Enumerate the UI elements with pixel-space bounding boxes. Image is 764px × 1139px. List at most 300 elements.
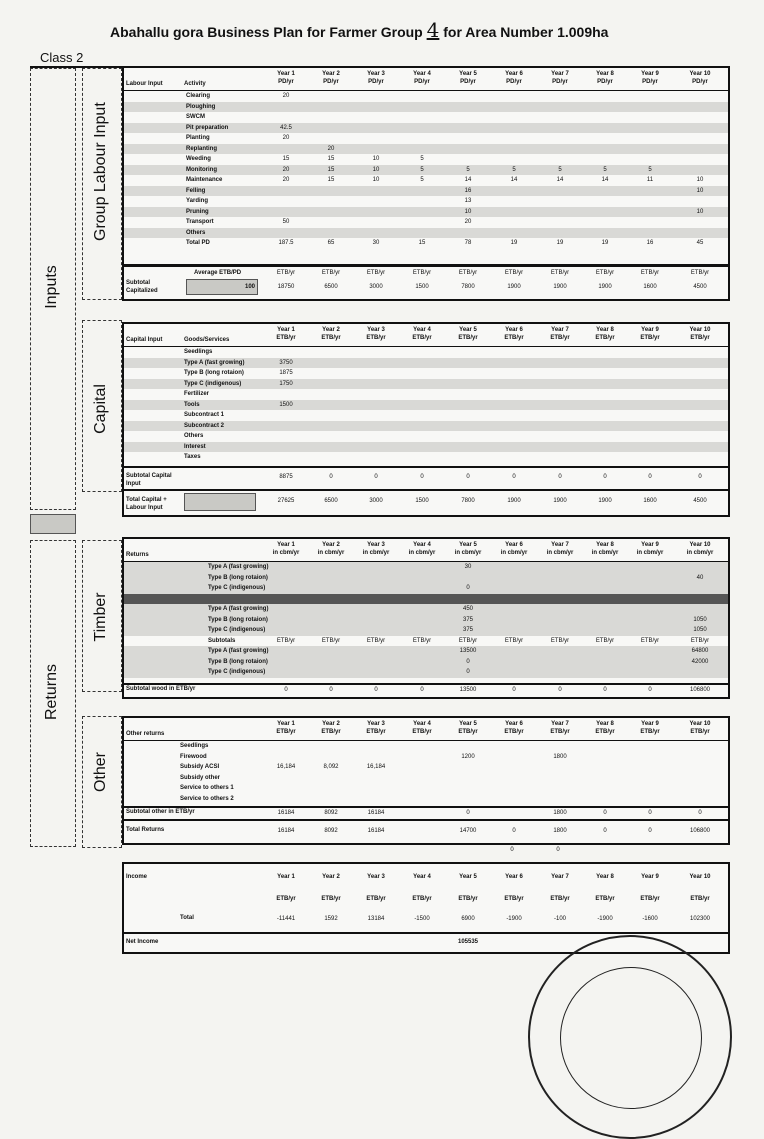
income-year-label: Year 6 — [505, 874, 523, 880]
total-returns-cell: 0 — [512, 828, 516, 834]
labour-year-header — [538, 70, 582, 86]
labour-year-label: Year 10 — [689, 71, 711, 77]
income-total-cell: -11441 — [276, 916, 296, 922]
timber-row — [124, 594, 728, 605]
labour-row-label: SWCM — [186, 114, 205, 120]
class-label: Class 2 — [40, 50, 84, 65]
income-year-label: Year 4 — [413, 874, 431, 880]
capital-year-label: Year 8 — [596, 327, 614, 333]
other-year-label: Year 5 — [459, 721, 477, 727]
other-unit-label: ETB/yr — [458, 729, 478, 735]
other-subtotal-cell: 8092 — [324, 810, 338, 816]
other-year-label: Year 3 — [367, 721, 385, 727]
timber-unit-label: in cbm/yr — [362, 550, 390, 556]
capital-cell: 1750 — [279, 380, 293, 387]
timber-year-header — [538, 541, 582, 557]
timber-row — [124, 562, 728, 573]
capital-unit-label: ETB/yr — [595, 335, 615, 341]
timber-year-header — [309, 541, 353, 557]
total-returns-extra-row — [122, 845, 726, 856]
other-unit-label: ETB/yr — [504, 729, 524, 735]
labour-subtotal-cell: 6500 — [324, 284, 338, 290]
income-year-label: Year 9 — [641, 874, 659, 880]
timber-row-label: Type C (indigenous) — [208, 669, 266, 675]
timber-unit-label: in cbm/yr — [454, 550, 482, 556]
labour-subtotal-box — [122, 265, 730, 301]
capital-year-label: Year 4 — [413, 327, 431, 333]
capital-row-label: Interest — [184, 443, 206, 450]
page-title — [110, 18, 670, 42]
income-unit-label: ETB/yr — [276, 896, 296, 902]
labour-row-label: Pit preparation — [186, 124, 229, 131]
other-header — [124, 718, 728, 741]
labour-cell: 11 — [646, 177, 654, 183]
other-year-header — [264, 720, 308, 736]
timber-subtotal-box — [122, 683, 730, 699]
timber-cell: ETB/yr — [640, 637, 660, 644]
labour-unit-label: PD/yr — [323, 79, 339, 85]
labour-row — [124, 196, 728, 207]
labour-subtotal-cell: 1900 — [553, 284, 567, 290]
labour-year-header — [264, 70, 308, 86]
timber-subtotal-cell: 0 — [284, 687, 288, 693]
labour-year-header — [400, 70, 444, 86]
income-total-cell: -1600 — [642, 916, 658, 922]
timber-row-label: Type A (fast growing) — [208, 648, 269, 654]
labour-row-label: Ploughing — [186, 103, 216, 110]
capital-year-label: Year 6 — [505, 327, 523, 333]
income-total-cell: 6900 — [461, 916, 475, 922]
other-row — [124, 794, 728, 805]
labour-cell: 20 — [282, 93, 290, 99]
timber-year-header — [628, 541, 672, 557]
official-stamp — [528, 935, 732, 1139]
timber-year-label: Year 8 — [596, 542, 614, 548]
labour-etb-unit: ETB/yr — [690, 270, 710, 276]
timber-subtotal-cell: 0 — [603, 687, 607, 693]
net-income-value: 105535 — [457, 939, 479, 945]
capital-year-header — [446, 326, 490, 342]
labour-subtotal-cell: 3000 — [369, 284, 383, 290]
labour-year-label: Year 7 — [551, 71, 569, 77]
other-subtotal-cell: 0 — [466, 810, 470, 816]
stamp-inner-ring — [560, 967, 702, 1109]
income-total-label: Total — [180, 915, 194, 921]
timber-row — [124, 583, 728, 594]
labour-subtotal-cell: 1900 — [507, 284, 521, 290]
timber-cell: ETB/yr — [412, 637, 432, 644]
other-returns-table — [122, 716, 730, 810]
timber-row-label: Type C (indigenous) — [208, 627, 266, 633]
capital-subtotal-row — [124, 472, 728, 487]
capital-subtotal-cell: 0 — [648, 474, 652, 480]
total-returns-row — [124, 826, 728, 837]
group-labour-label: Group Labour Input — [92, 102, 109, 241]
timber-subtotal-cell: 106800 — [689, 687, 711, 693]
labour-cell: 50 — [282, 219, 290, 225]
timber-cell: 42000 — [691, 658, 709, 665]
other-subtotal-cell: 1800 — [553, 810, 567, 816]
other-subtotal-cell: 0 — [648, 810, 652, 816]
inputs-label: Inputs — [43, 265, 60, 309]
capital-unit-label: ETB/yr — [550, 335, 570, 341]
capital-label: Capital — [92, 384, 109, 434]
capital-total-cell: 1900 — [507, 498, 521, 504]
capital-unit-label: ETB/yr — [321, 335, 341, 341]
income-unit-label: ETB/yr — [550, 896, 570, 902]
timber-year-label: Year 2 — [322, 542, 340, 548]
timber-subtotal-cell: 0 — [512, 687, 516, 693]
capital-row-label: Seedlings — [184, 349, 213, 355]
labour-row-label: Felling — [186, 187, 206, 194]
other-year-header — [583, 720, 627, 736]
capital-total-cell: 1500 — [415, 498, 429, 504]
labour-cell: 14 — [556, 177, 564, 183]
labour-year-label: Year 2 — [322, 71, 340, 77]
total-returns-label: Total Returns — [126, 827, 165, 833]
other-subtotal-cell: 0 — [603, 810, 607, 816]
labour-row-label: Yarding — [186, 198, 209, 204]
labour-year-header — [492, 70, 536, 86]
timber-header — [124, 539, 728, 562]
income-total-cell: 102300 — [689, 916, 711, 922]
capital-row — [124, 400, 728, 411]
labour-row — [124, 217, 728, 228]
other-year-header — [400, 720, 444, 736]
capital-year-header — [309, 326, 353, 342]
capital-year-label: Year 9 — [641, 327, 659, 333]
total-returns-cell: 14700 — [459, 828, 477, 834]
timber-subtotal-cell: 13500 — [459, 687, 477, 693]
capital-row-label: Type A (fast growing) — [184, 359, 245, 366]
other-year-label: Year 1 — [277, 721, 295, 727]
capital-row — [124, 452, 728, 463]
other-cell: 1200 — [461, 753, 475, 760]
labour-subtotal-cell: 1600 — [643, 284, 657, 290]
capital-unit-label: ETB/yr — [366, 335, 386, 341]
labour-cell: 5 — [648, 166, 652, 173]
other-year-label: Year 7 — [551, 721, 569, 727]
other-unit-label: ETB/yr — [412, 729, 432, 735]
labour-etb-unit: ETB/yr — [640, 270, 660, 276]
timber-cell: 375 — [462, 616, 473, 623]
labour-row-label: Monitoring — [186, 166, 217, 173]
capital-year-header — [264, 326, 308, 342]
other-year-label: Year 10 — [689, 721, 711, 727]
income-total-cell: -100 — [553, 916, 566, 922]
capital-year-header — [538, 326, 582, 342]
capital-total-label: Total Capital + Labour Input — [126, 497, 167, 511]
total-returns-cell: 0 — [648, 828, 652, 834]
capital-unit-label: ETB/yr — [412, 335, 432, 341]
labour-row-label: Planting — [186, 135, 210, 141]
timber-row — [124, 636, 728, 647]
labour-row-label: Transport — [186, 219, 214, 225]
title-suffix: for Area Number 1.009ha — [443, 24, 609, 40]
other-year-header — [492, 720, 536, 736]
capital-total-cell: 6500 — [324, 498, 338, 504]
timber-year-header — [354, 541, 398, 557]
labour-year-header — [583, 70, 627, 86]
title-prefix: Abahallu gora Business Plan for Farmer Group — [110, 24, 423, 40]
labour-cell: 5 — [603, 166, 607, 173]
timber-cell: 450 — [462, 606, 473, 612]
timber-table — [122, 537, 730, 687]
labour-cell: 5 — [420, 166, 424, 173]
capital-row-label: Others — [184, 433, 204, 439]
labour-etb-unit: ETB/yr — [366, 270, 386, 276]
other-year-label: Year 9 — [641, 721, 659, 727]
income-unit-label: ETB/yr — [366, 896, 386, 902]
income-table — [122, 862, 730, 934]
other-unit-label: ETB/yr — [321, 729, 341, 735]
labour-cell: 14 — [464, 177, 472, 183]
income-unit-label: ETB/yr — [595, 896, 615, 902]
labour-cell: 15 — [282, 156, 290, 162]
labour-cell: 10 — [696, 187, 704, 194]
other-year-label: Year 8 — [596, 721, 614, 727]
labour-unit-label: PD/yr — [368, 79, 384, 85]
labour-year-label: Year 4 — [413, 71, 431, 77]
labour-cell: 13 — [464, 198, 472, 204]
capital-row-label: Tools — [184, 401, 200, 408]
total-returns-cell: 16184 — [277, 828, 295, 834]
labour-row — [124, 112, 728, 123]
capital-head-sublabel: Goods/Services — [184, 337, 230, 343]
capital-total-cell: 27625 — [277, 498, 295, 504]
total-returns-cell: 106800 — [689, 828, 711, 834]
total-returns-cell: 16184 — [367, 828, 385, 834]
income-unit-label: ETB/yr — [690, 896, 710, 902]
labour-etb-unit: ETB/yr — [412, 270, 432, 276]
labour-cell: 10 — [372, 177, 380, 183]
income-unit-label: ETB/yr — [504, 896, 524, 902]
timber-subtotal-cell: 0 — [648, 687, 652, 693]
timber-unit-label: in cbm/yr — [272, 550, 300, 556]
income-total-cell: -1900 — [597, 916, 613, 922]
total-returns-cell: 8092 — [324, 828, 338, 834]
capital-row-label: Type C (indigenous) — [184, 380, 242, 387]
labour-cell: 5 — [420, 177, 424, 183]
labour-unit-label: PD/yr — [692, 79, 708, 85]
labour-year-label: Year 6 — [505, 71, 523, 77]
labour-year-label: Year 5 — [459, 71, 477, 77]
timber-cell: ETB/yr — [321, 637, 341, 644]
other-subtotal-cell: 0 — [698, 810, 702, 816]
income-year-row — [124, 872, 728, 883]
labour-row-label: Others — [186, 229, 206, 236]
labour-year-label: Year 8 — [596, 71, 614, 77]
timber-row-label: Type B (long rotaion) — [208, 616, 268, 623]
timber-row — [124, 615, 728, 626]
labour-cell: 10 — [464, 208, 472, 215]
other-year-header — [538, 720, 582, 736]
capital-subtotal-label: Subtotal Capital Input — [126, 473, 172, 487]
labour-cell: 15 — [327, 177, 335, 183]
capital-year-label: Year 5 — [459, 327, 477, 333]
income-year-label: Year 8 — [596, 874, 614, 880]
labour-unit-label: PD/yr — [414, 79, 430, 85]
labour-row-label: Pruning — [186, 208, 209, 215]
other-subtotal-row — [124, 808, 728, 819]
labour-subtotal-cell: 18750 — [277, 284, 295, 290]
total-returns-box — [122, 819, 730, 845]
income-head-label: Income — [126, 874, 148, 880]
labour-cell: 19 — [601, 240, 609, 246]
labour-unit-label: PD/yr — [597, 79, 613, 85]
other-subtotal-cell: 16184 — [277, 810, 295, 816]
other-row — [124, 741, 728, 752]
labour-cell: 20 — [327, 145, 335, 152]
other-subtotal-label: Subtotal other in ETB/yr — [126, 809, 195, 815]
timber-year-label: Year 3 — [367, 542, 385, 548]
capital-year-label: Year 3 — [367, 327, 385, 333]
labour-row-label: Replanting — [186, 145, 217, 152]
timber-cell: ETB/yr — [276, 637, 296, 644]
timber-row — [124, 625, 728, 636]
timber-row-label: Type C (indigenous) — [208, 585, 266, 591]
capital-row-label: Taxes — [184, 454, 201, 460]
capital-row — [124, 410, 728, 421]
labour-cell: 5 — [512, 166, 516, 173]
timber-year-label: Year 6 — [505, 542, 523, 548]
income-unit-label: ETB/yr — [640, 896, 660, 902]
timber-row-label: Type B (long rotaion) — [208, 574, 268, 581]
capital-year-header — [678, 326, 722, 342]
labour-cell: 15 — [327, 156, 335, 162]
capital-subtotal-cell: 0 — [420, 474, 424, 480]
labour-year-label: Year 9 — [641, 71, 659, 77]
timber-year-label: Year 5 — [459, 542, 477, 548]
total-returns-extra-cell: 0 — [556, 847, 560, 853]
timber-cell: 0 — [466, 669, 470, 675]
total-returns-extra — [122, 845, 726, 857]
timber-year-header — [400, 541, 444, 557]
timber-cell: ETB/yr — [690, 637, 710, 644]
other-unit-label: ETB/yr — [595, 729, 615, 735]
timber-subtotal-label: Subtotal wood in ETB/yr — [126, 686, 196, 692]
labour-row — [124, 91, 728, 102]
other-row — [124, 762, 728, 773]
labour-year-header — [678, 70, 722, 86]
timber-unit-label: in cbm/yr — [636, 550, 664, 556]
capital-subtotal-cell: 0 — [466, 474, 470, 480]
capital-row-label: Type B (long rotaion) — [184, 370, 244, 376]
labour-header — [124, 68, 728, 91]
income-total-cell: 1592 — [324, 916, 338, 922]
income-year-label: Year 3 — [367, 874, 385, 880]
capital-head-label: Capital Input — [126, 337, 163, 343]
other-cell: 8,092 — [323, 764, 339, 770]
other-year-header — [446, 720, 490, 736]
returns-label: Returns — [43, 663, 60, 721]
other-year-label: Year 6 — [505, 721, 523, 727]
labour-unit-label: PD/yr — [460, 79, 476, 85]
capital-row — [124, 389, 728, 400]
labour-row-label: Clearing — [186, 93, 211, 99]
other-head-label: Other returns — [126, 731, 165, 737]
capital-total-cell: 7800 — [461, 498, 475, 504]
average-etb-value: 100 — [244, 284, 255, 290]
other-unit-label: ETB/yr — [550, 729, 570, 735]
capital-subtotal-cell: 0 — [558, 474, 562, 480]
income-year-label: Year 2 — [322, 874, 340, 880]
total-returns-extra-cell: 0 — [510, 847, 514, 853]
labour-subtotal-cell: 4500 — [693, 284, 707, 290]
labour-subtotal-cell: 1500 — [415, 284, 429, 290]
capital-total-cell: 4500 — [693, 498, 707, 504]
timber-unit-label: in cbm/yr — [408, 550, 436, 556]
capital-subtotal-cell: 8875 — [279, 474, 293, 480]
timber-unit-label: in cbm/yr — [500, 550, 528, 556]
labour-row — [124, 238, 728, 249]
labour-cell: 20 — [282, 135, 290, 141]
other-row-label: Service to others 2 — [180, 795, 234, 802]
timber-year-label: Year 7 — [551, 542, 569, 548]
labour-cell: 20 — [282, 177, 290, 183]
capital-row — [124, 421, 728, 432]
labour-etb-unit: ETB/yr — [550, 270, 570, 276]
labour-etb-unit: ETB/yr — [276, 270, 296, 276]
timber-cell: 0 — [466, 585, 470, 591]
capital-year-header — [492, 326, 536, 342]
labour-cell: 16 — [646, 240, 654, 246]
capital-year-header — [354, 326, 398, 342]
timber-cell: ETB/yr — [550, 637, 570, 644]
timber-row-label: Type A (fast growing) — [208, 606, 269, 612]
labour-cell: 5 — [420, 156, 424, 162]
labour-row — [124, 175, 728, 186]
labour-row — [124, 154, 728, 165]
labour-row — [124, 144, 728, 155]
other-row — [124, 752, 728, 763]
capital-total-cell: 3000 — [369, 498, 383, 504]
other-cell: 16,184 — [366, 764, 386, 770]
labour-etb-unit: ETB/yr — [595, 270, 615, 276]
timber-unit-label: in cbm/yr — [317, 550, 345, 556]
timber-unit-label: in cbm/yr — [686, 550, 714, 556]
net-income-label: Net Income — [126, 939, 159, 945]
labour-etb-unit-row — [124, 268, 728, 279]
labour-subtotal-label: Subtotal Capitalized — [126, 280, 158, 294]
timber-cell: 0 — [466, 658, 470, 665]
labour-cell: 19 — [510, 240, 518, 246]
timber-subtotal-cell: 0 — [558, 687, 562, 693]
labour-subtotal-row — [124, 282, 728, 293]
other-row — [124, 783, 728, 794]
labour-etb-unit: ETB/yr — [504, 270, 524, 276]
other-year-label: Year 4 — [413, 721, 431, 727]
capital-row — [124, 442, 728, 453]
capital-row — [124, 379, 728, 390]
timber-year-header — [446, 541, 490, 557]
labour-cell: 10 — [372, 166, 380, 173]
labour-cell: 15 — [327, 166, 335, 173]
labour-year-label: Year 3 — [367, 71, 385, 77]
labour-unit-label: PD/yr — [552, 79, 568, 85]
capital-year-header — [400, 326, 444, 342]
labour-cell: 78 — [464, 240, 472, 246]
capital-year-label: Year 1 — [277, 327, 295, 333]
other-unit-label: ETB/yr — [640, 729, 660, 735]
capital-cell: 1875 — [279, 370, 293, 376]
labour-etb-unit: ETB/yr — [321, 270, 341, 276]
income-unit-label: ETB/yr — [412, 896, 432, 902]
income-total-cell: -1500 — [414, 916, 430, 922]
other-cell: 16,184 — [276, 764, 296, 770]
avg-etb-label: Average ETB/PD — [194, 270, 242, 276]
capital-row — [124, 358, 728, 369]
